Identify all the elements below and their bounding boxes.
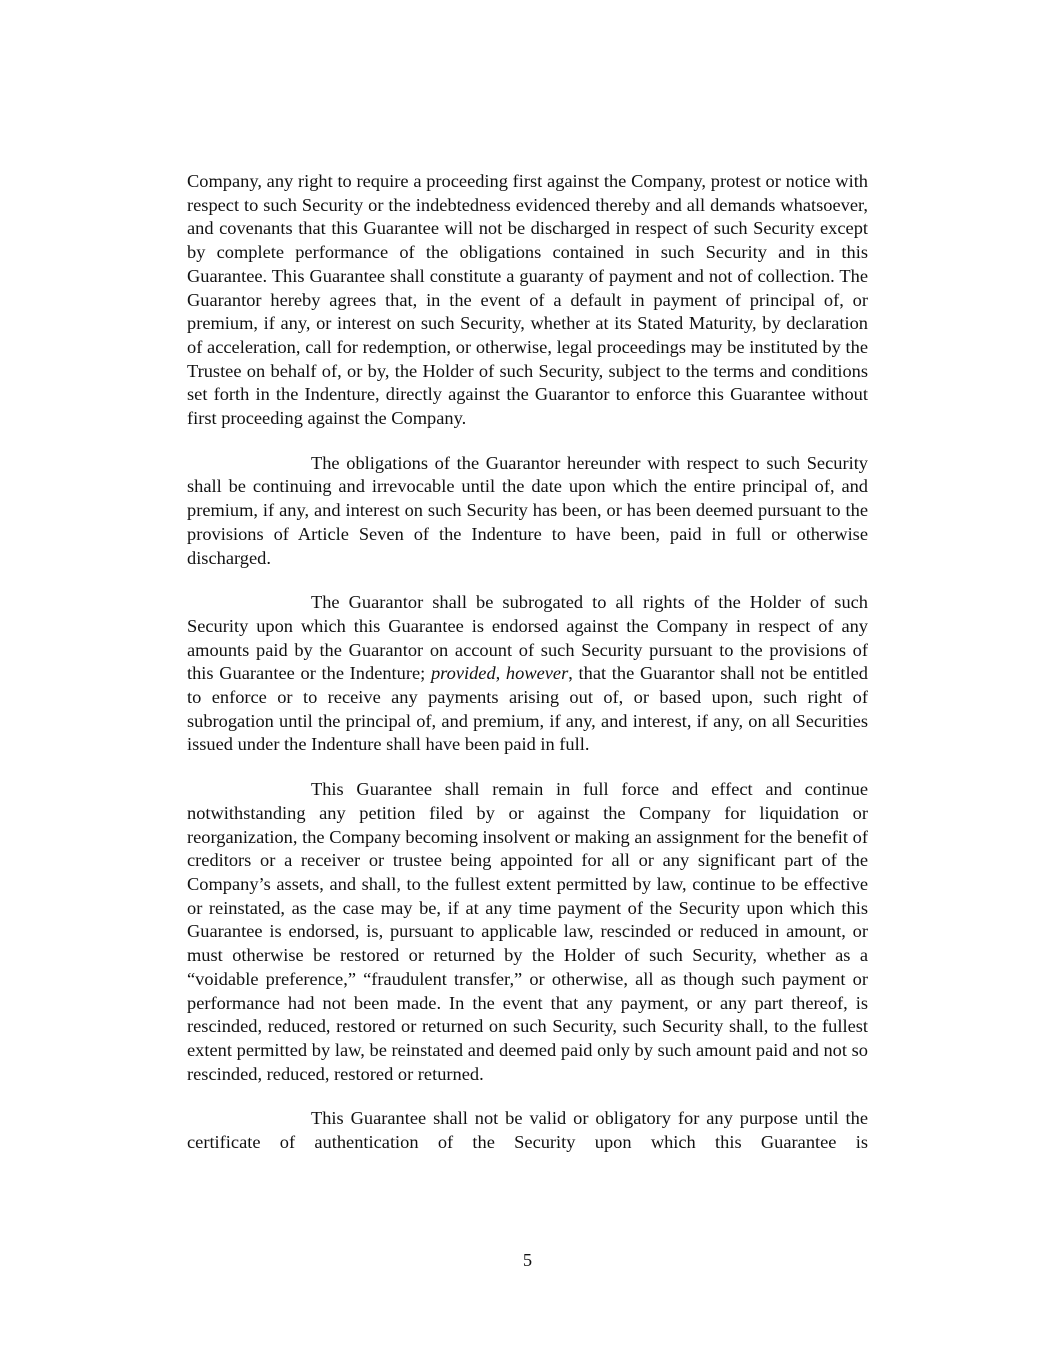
subrogation-text-after: , that the Guarantor shall not be entitled to enforce or to receive any payments arising out of, or based upon, such right of subrogation until the principal of, and premium, if any, and interest, if any, on all Securities issued under the Indenture shall have been paid in full. — [187, 663, 869, 755]
subrogation-text-before: The Guarantor shall be subrogated to all rights of the Holder of such Security upon which this Guarantee is endorsed against the Company in respect of any amounts paid by the Guarantor on account of such Security pursuant to the provisions of this Guarantee or the Indenture; — [187, 592, 868, 684]
document-body — [187, 170, 868, 1176]
paragraph-subrogation — [187, 591, 868, 757]
paragraph-validity: This Guarantee shall not be valid or obligatory for any purpose until the certificate of authentication of the Security upon which this Guarantee is — [187, 1108, 868, 1153]
subrogation-proviso-italic: provided, however — [430, 663, 569, 684]
paragraph-continuation: Company, any right to require a proceeding first against the Company, protest or notice with respect to such Security or the indebtedness evidenced thereby and all demands whatsoever, and covenants that this Guarantee will not be discharged in respect of such Security except by complete performance of the obligations contained in such Security and in this Guarantee. This Guarantee shall constitute a guaranty of payment and not of collection. The Guarantor hereby agrees that, in the event of a default in payment of principal of, or premium, if any, or interest on such Security, whether at its Stated Maturity, by declaration of acceleration, call for redemption, or otherwise, legal proceedings may be instituted by the Trustee on behalf of, or by, the Holder of such Security, subject to the terms and conditions set forth in the Indenture, directly against the Guarantor to enforce this Guarantee without first proceeding against the Company. — [187, 171, 868, 429]
paragraph-obligations: The obligations of the Guarantor hereunder with respect to such Security shall be continuing and irrevocable until the date upon which the entire principal of, and premium, if any, and interest on such Security has been, or has been deemed pursuant to the provisions of Article Seven of the Indenture to have been, paid in full or otherwise discharged. — [187, 452, 868, 568]
paragraph-full-force: This Guarantee shall remain in full force and effect and continue notwithstanding any petition filed by or against the Company for liquidation or reorganization, the Company becoming insolvent or making an assignment for the benefit of creditors or a receiver or trustee being appointed for all or any significant part of the Company’s assets, and shall, to the fullest extent permitted by law, continue to be effective or reinstated, as the case may be, if at any time payment of the Security upon which this Guarantee is endorsed, is, pursuant to applicable law, rescinded or reduced in amount, or must otherwise be restored or returned by the Holder of such Security, whether as a “voidable preference,” “fraudulent transfer,” or otherwise, all as though such payment or performance had not been made. In the event that any payment, or any part thereof, is rescinded, reduced, restored or returned on such Security, such Security shall, to the fullest extent permitted by law, be reinstated and deemed paid only by such amount paid and not so rescinded, reduced, restored or returned. — [187, 779, 868, 1084]
page-number: 5 — [522, 1250, 533, 1270]
